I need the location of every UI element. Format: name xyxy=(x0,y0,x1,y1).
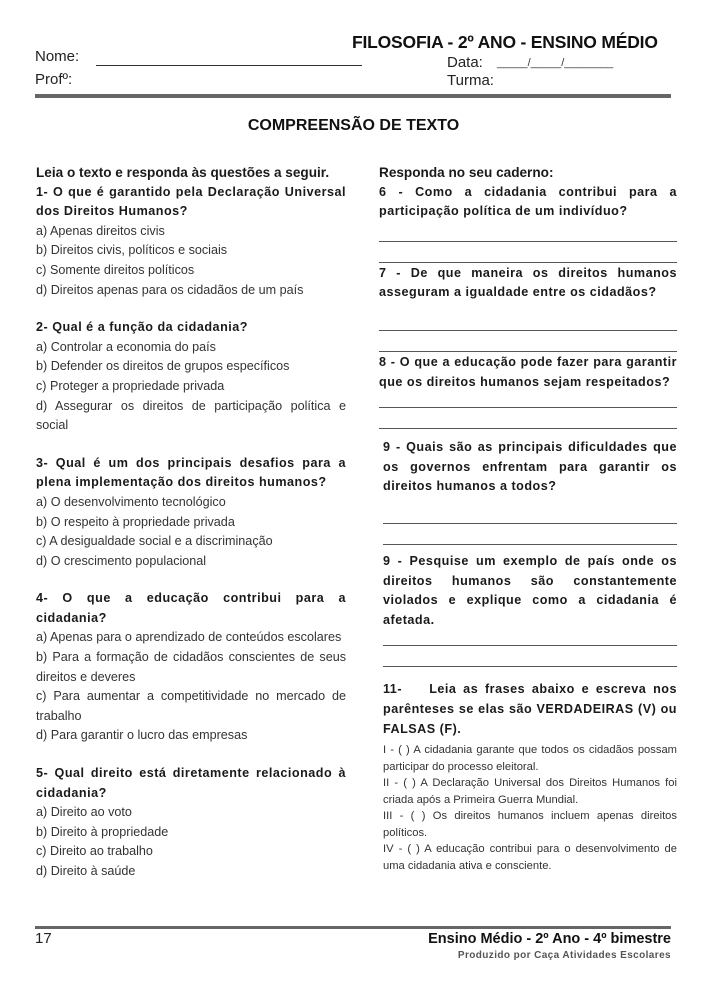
question-9 xyxy=(379,438,677,545)
answer-line[interactable] xyxy=(379,332,677,352)
option-c: c) A desigualdade social e a discriminação xyxy=(36,534,273,549)
answer-line[interactable] xyxy=(383,525,677,545)
name-label: Nome: xyxy=(35,48,80,65)
option-a: a) Direito ao voto xyxy=(36,805,132,820)
true-false-statement: I - ( ) A cidadania garante que todos os cidadãos possam participar do processo eleitoral. xyxy=(383,744,677,773)
question-text: 7 - De que maneira os direitos humanos asseguram a igualdade entre os cidadãos? xyxy=(379,265,677,300)
answer-line[interactable] xyxy=(379,222,677,242)
question-5 xyxy=(36,764,346,882)
footer-credit: Produzido por Caça Atividades Escolares xyxy=(457,950,671,961)
question-text: 3- Qual é um dos principais desafios para a plena implementação dos direitos humanos? xyxy=(36,455,346,490)
worksheet-title: FILOSOFIA - 2º ANO - ENSINO MÉDIO xyxy=(352,32,658,52)
notebook-instructions: Responda no seu caderno: xyxy=(379,165,554,180)
answer-line[interactable] xyxy=(383,630,677,646)
option-d: d) Assegurar os direitos de participação política e social xyxy=(36,398,346,433)
name-field-line[interactable] xyxy=(96,65,362,66)
option-a: a) Apenas direitos civis xyxy=(36,223,165,238)
header-divider xyxy=(35,94,671,98)
true-false-statement: IV - ( ) A educação contribui para o desenvolvimento de uma cidadania ativa e consciente. xyxy=(383,843,677,872)
left-column xyxy=(36,163,346,882)
option-b: b) Defender os direitos de grupos específicos xyxy=(36,359,290,374)
option-c: c) Para aumentar a competitividade no mercado de trabalho xyxy=(36,689,346,723)
true-false-statement: II - ( ) A Declaração Universal dos Direitos Humanos foi criada após a Primeira Guerra Mundial. xyxy=(383,777,677,806)
question-6 xyxy=(379,183,677,263)
question-8 xyxy=(379,353,677,429)
option-b: b) Direito à propriedade xyxy=(36,824,169,839)
question-7 xyxy=(379,264,677,352)
question-text: 8 - O que a educação pode fazer para garantir que os direitos humanos sejam respeitados? xyxy=(379,354,677,389)
question-text: 1- O que é garantido pela Declaração Universal dos Direitos Humanos? xyxy=(36,184,346,219)
option-d: d) Direitos apenas para os cidadãos de um país xyxy=(36,282,304,297)
page-number: 17 xyxy=(35,930,52,947)
date-label: Data: xyxy=(447,54,483,71)
option-b: b) O respeito à propriedade privada xyxy=(36,514,235,529)
option-c: c) Somente direitos políticos xyxy=(36,262,195,277)
question-text: 4- O que a educação contribui para a cidadania? xyxy=(36,591,346,625)
question-text: 9 - Quais são as principais dificuldades que os governos enfrentam para garantir os direitos humanos a todos? xyxy=(383,440,677,494)
option-a: a) Apenas para o aprendizado de conteúdos escolares xyxy=(36,630,342,645)
right-column xyxy=(379,163,681,874)
option-c: c) Proteger a propriedade privada xyxy=(36,378,225,393)
question-3 xyxy=(36,454,346,572)
instructions: Leia o texto e responda às questões a seguir. xyxy=(36,165,330,180)
footer-series: Ensino Médio - 2º Ano - 4º bimestre xyxy=(428,931,671,947)
option-b: b) Direitos civis, políticos e sociais xyxy=(36,243,228,258)
option-a: a) Controlar a economia do país xyxy=(36,339,216,354)
footer-divider xyxy=(35,926,671,929)
option-c: c) Direito ao trabalho xyxy=(36,844,153,859)
question-text: 6 - Como a cidadania contribui para a participação política de um indivíduo? xyxy=(379,184,677,219)
question-text: 11- Leia as frases abaixo e escreva nos parênteses se elas são VERDADEIRAS (V) ou FALSAS (F). xyxy=(383,682,681,736)
answer-line[interactable] xyxy=(383,647,677,667)
answer-line[interactable] xyxy=(379,243,677,263)
answer-line[interactable] xyxy=(379,409,677,429)
answer-line[interactable] xyxy=(379,392,677,408)
question-text: 9 - Pesquise um exemplo de país onde os direitos humanos são constantemente violados e explique como a cidadania é afetada. xyxy=(383,553,677,627)
question-text: 5- Qual direito está diretamente relacionado à cidadania? xyxy=(36,766,346,800)
section-title: COMPREENSÃO DE TEXTO xyxy=(247,117,460,134)
answer-line[interactable] xyxy=(379,303,677,331)
question-4 xyxy=(36,589,346,746)
answer-line[interactable] xyxy=(383,497,677,524)
class-label: Turma: xyxy=(447,72,494,89)
teacher-label: Profº: xyxy=(35,71,73,88)
option-b: b) Para a formação de cidadãos conscientes de seus direitos e deveres xyxy=(36,650,346,684)
question-text: 2- Qual é a função da cidadania? xyxy=(36,320,248,335)
option-d: d) Para garantir o lucro das empresas xyxy=(36,728,248,743)
option-d: d) O crescimento populacional xyxy=(36,553,207,568)
question-11 xyxy=(379,680,681,874)
option-a: a) O desenvolvimento tecnológico xyxy=(36,494,226,509)
question-10 xyxy=(379,552,677,667)
date-field[interactable]: _____/_____/________ xyxy=(497,57,614,69)
question-1 xyxy=(36,183,346,301)
question-2 xyxy=(36,318,346,436)
option-d: d) Direito à saúde xyxy=(36,864,136,878)
true-false-statement: III - ( ) Os direitos humanos incluem apenas direitos políticos. xyxy=(383,810,677,839)
